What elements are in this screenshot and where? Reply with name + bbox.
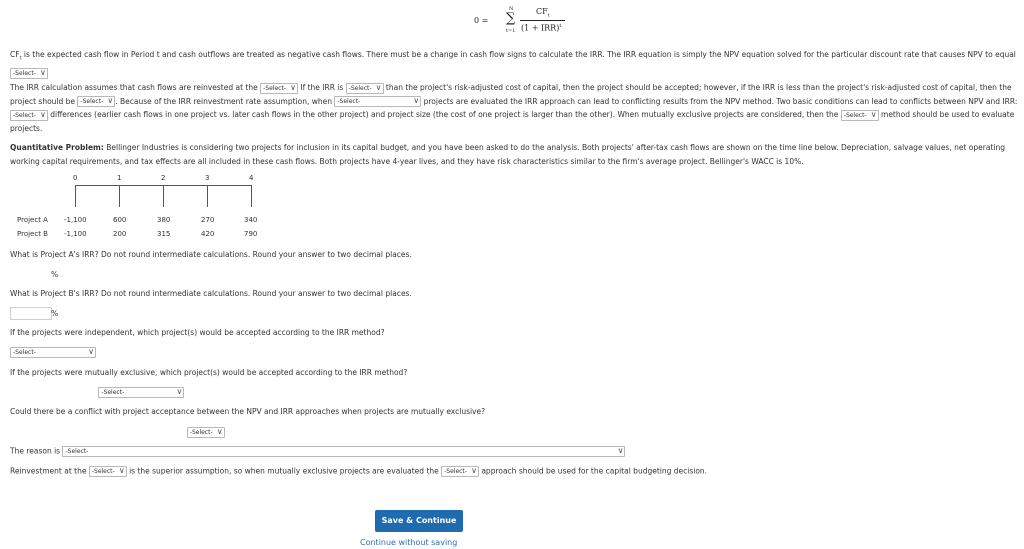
chevron-down-icon: ∨ (39, 109, 46, 119)
formula-lhs: 0 = (474, 16, 489, 25)
conflict-condition-select[interactable]: -Select- ∨ (10, 110, 48, 121)
irr-a-input[interactable] (10, 268, 50, 279)
irr-text-4: . Because of the IRR reinvestment rate assumption, when (115, 96, 335, 106)
period-label: 3 (205, 174, 210, 182)
irr-text-3: than the project's risk-adjusted cost of capital, then the project should be accepted; however, if the IRR is less than the project's risk-adjusted cost of capital, then the project should be (10, 83, 1012, 106)
cash-flow: 200 (113, 230, 127, 238)
question-conflict: Could there be a conflict with project acceptance between the NPV and IRR approaches when projects are mutually exclusive? (10, 407, 486, 416)
cash-flow: 790 (244, 230, 258, 238)
reinvest-rate-select[interactable]: -Select- ∨ (260, 83, 298, 94)
cash-flow: 600 (113, 216, 127, 224)
project-decision-select[interactable]: -Select- ∨ (77, 96, 115, 107)
project-b-label: Project B (17, 230, 48, 238)
timeline-tick (251, 185, 252, 207)
chevron-down-icon: ∨ (375, 82, 382, 92)
sum-upper: N (509, 6, 514, 12)
timeline-tick (119, 185, 120, 207)
percent-label: % (51, 270, 59, 279)
problem-text: Bellinger Industries is considering two projects for inclusion in its capital budget, and you have been asked to do the analysis. Both projects' after-tax cash flows are shown on the time line below. Depreciation, salvage values, net operating working capital requirements, and tax effects are all included in these cash flows. Both projects have 4-year lives, and they have risk characteristics similar to the firm's average project. Bellinger's WACC is 10%. (10, 143, 1005, 166)
independent-select[interactable]: -Select- ∨ (10, 347, 96, 358)
question-irr-b: What is Project B's IRR? Do not round intermediate calculations. Round your answer to two decimal places. (10, 289, 412, 298)
sum-lower: t=1 (506, 28, 516, 34)
conflict-select[interactable]: -Select- ∨ (187, 427, 225, 438)
irr-formula (474, 6, 574, 40)
period-label: 1 (117, 174, 122, 182)
period-label: 4 (249, 174, 254, 182)
cash-flow: 380 (157, 216, 171, 224)
fraction-bar (520, 20, 565, 21)
reinvest-text-2: is the superior assumption, so when mutually exclusive projects are evaluated the (126, 466, 442, 476)
irr-text-6: differences (earlier cash flows in one project vs. later cash flows in the other project) and project size (the cost of one project is larger than the other). When mutually exclusive projects are considered, then the (47, 110, 841, 119)
irr-text-2: If the IRR is (297, 83, 346, 92)
question-independent: If the projects were independent, which project(s) would be accepted according to the IRR method? (10, 328, 385, 337)
cash-flow: 420 (201, 230, 215, 238)
percent-label: % (51, 309, 59, 318)
timeline-tick (75, 185, 76, 207)
reason-row (10, 446, 625, 457)
reinvest-text-1: Reinvestment at the (10, 466, 89, 476)
reinvest-text-3: approach should be used for the capital budgeting decision. (478, 466, 708, 476)
period-label: 0 (73, 174, 78, 182)
reason-select[interactable]: -Select- ∨ (62, 446, 625, 457)
irr-text-1: The IRR calculation assumes that cash flows are reinvested at the (10, 83, 261, 92)
irr-text-5: projects are evaluated the IRR approach can lead to conflicting results from the NPV method. Two basic conditions can lead to conflicts between NPV and IRR: (421, 96, 1018, 106)
irr-b-input[interactable] (10, 307, 52, 320)
save-continue-button[interactable]: Save & Continue (375, 510, 463, 532)
chevron-down-icon: ∨ (870, 109, 877, 119)
timeline-tick (163, 185, 164, 207)
cf-symbol: $CF_t$ (10, 50, 22, 62)
chevron-down-icon: ∨ (39, 67, 46, 77)
method-select[interactable]: -Select- ∨ (841, 110, 879, 121)
problem-label: Quantitative Problem: (10, 143, 104, 152)
cash-flow: -1,100 (64, 216, 87, 224)
project-type-select[interactable]: -Select- ∨ (334, 96, 421, 107)
formula-denominator: (1 + IRR)$^t$ (521, 23, 562, 33)
irr-paragraph (10, 81, 1022, 135)
project-a-label: Project A (17, 216, 48, 224)
sum-sign: ∑ (506, 11, 516, 26)
approach-select[interactable]: -Select- ∨ (441, 466, 479, 477)
cash-flow: 340 (244, 216, 258, 224)
cash-flow: 315 (157, 230, 171, 238)
chevron-down-icon: ∨ (471, 466, 477, 475)
chevron-down-icon: ∨ (107, 96, 114, 105)
cash-flow: -1,100 (64, 230, 87, 238)
chevron-down-icon: ∨ (216, 427, 223, 436)
formula-numerator: $CF_t$ (536, 7, 550, 19)
intro-text: is the expected cash flow in Period t and cash outflows are treated as negative cash flows. There must be a change in cash flow signs to calculate the IRR. The IRR equation is simply the NPV equation solved for the particular discount rate that causes NPV to equal (21, 50, 1016, 59)
reinvest-assumption-select[interactable]: -Select- ∨ (89, 466, 127, 477)
chevron-down-icon: ∨ (617, 446, 624, 455)
chevron-down-icon: ∨ (413, 96, 420, 105)
problem-statement (10, 141, 1022, 168)
irr-comparison-select[interactable]: -Select- ∨ (346, 83, 384, 94)
mutually-exclusive-select[interactable]: -Select- ∨ (98, 387, 184, 398)
chevron-down-icon: ∨ (290, 82, 296, 92)
cash-flow: 270 (201, 216, 215, 224)
intro-paragraph (10, 48, 1022, 80)
period-label: 2 (161, 174, 166, 182)
chevron-down-icon: ∨ (118, 466, 125, 475)
reason-label: The reason is (10, 446, 63, 456)
chevron-down-icon: ∨ (88, 347, 94, 356)
npv-equal-select[interactable]: -Select- ∨ (10, 68, 48, 79)
chevron-down-icon: ∨ (176, 387, 183, 396)
reinvestment-row (10, 466, 707, 477)
question-irr-a: What is Project A's IRR? Do not round intermediate calculations. Round your answer to two decimal places. (10, 250, 412, 259)
question-mutually-exclusive: If the projects were mutually exclusive, which project(s) would be accepted according to the IRR method? (10, 368, 408, 377)
irr-text-7: method should be used to evaluate projects. (10, 110, 1015, 133)
continue-without-saving-link[interactable]: Continue without saving (360, 538, 458, 547)
timeline-tick (207, 185, 208, 207)
